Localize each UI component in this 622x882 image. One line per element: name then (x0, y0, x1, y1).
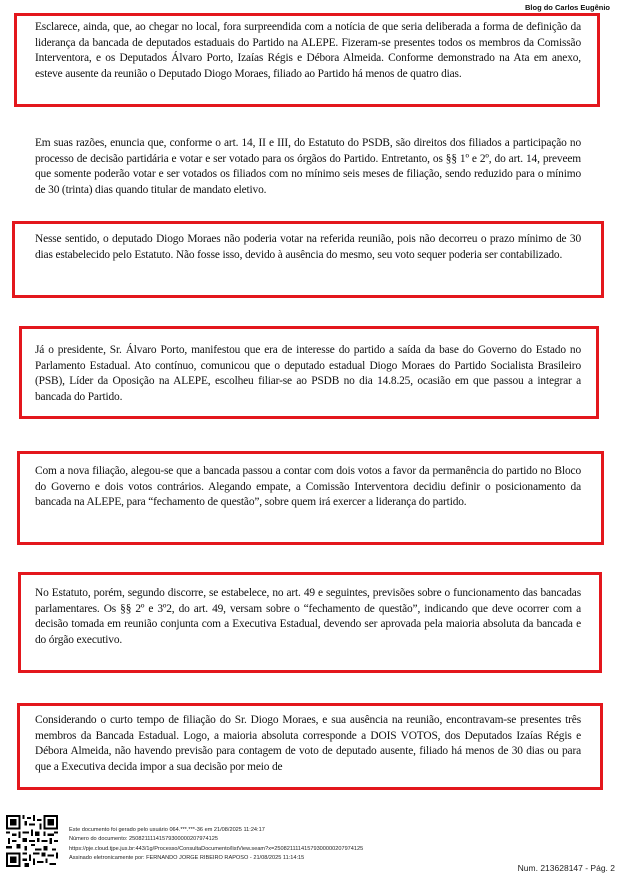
paragraph-2: Em suas razões, enuncia que, conforme o art. 14, II e III, do Estatuto do PSDB, são direitos dos filiados a participação no processo de decisão partidária e votar e ser votado para os órgãos do Partido. Entretanto, os §§ 1º e 2º, do art. 14, preveem que somente poderão votar e ser votados os filiados com no mínimo seis meses de filiação, sendo reduzido para o mínimo de 30 (trinta) dias quando titular de mandato eletivo. (35, 137, 581, 196)
footer-generated-by: Este documento foi gerado pelo usuário 064.***.***-36 em 21/08/2025 11:24:17 (69, 827, 265, 833)
footer-document-number: Número do documento: 25082111141579300000207974125 (69, 836, 218, 843)
paragraph-3: Nesse sentido, o deputado Diogo Moraes não poderia votar na referida reunião, pois não decorreu o prazo mínimo de 30 dias estabelecido pelo Estatuto. Não fosse isso, devido à ausência do mesmo, seu voto sequer poderia ser contabilizado. (35, 233, 581, 261)
footer-metadata (69, 826, 363, 864)
page-number: Num. 213628147 - Pág. 2 (517, 863, 615, 873)
qr-code-icon (6, 815, 58, 867)
footer-signature: Assinado eletronicamente por: FERNANDO JORGE RIBEIRO RAPOSO - 21/08/2025 11:14:15 (69, 855, 305, 862)
paragraph-5: Com a nova filiação, alegou-se que a bancada passou a contar com dois votos a favor da permanência do partido no Bloco do Governo e dois votos contrários. Alegando empate, a Comissão Interventora decidiu definir o posicionamento da bancada na ALEPE, para “fechamento de questão”, sobre quem irá exercer a liderança do partido. (35, 465, 581, 509)
paragraph-1: Esclarece, ainda, que, ao chegar no local, fora surpreendida com a notícia de que seria deliberada a forma de definição da liderança da bancada de deputados estaduais do Partido na ALEPE. Fizeram-se presentes todos os membros da Comissão Interventora, e os Deputados Álvaro Porto, Izaías Régis e Débora Almeida. Conforme demonstrado na Ata em anexo, esteve ausente da reunião o Deputado Diogo Moraes, filiado ao Partido há menos de quatro dias. (35, 21, 581, 80)
paragraph-7: Considerando o curto tempo de filiação do Sr. Diogo Moraes, e sua ausência na reunião, encontravam-se presentes três membros da Bancada Estadual. Logo, a maioria absoluta corresponde a DOIS VOTOS, dos Deputados Izaías Régis e Débora Almeida, não havendo previsão para contagem de voto de deputado ausente, filiado há menos de 30 dias ou para que a Executiva decida impor a sua decisão por meio de (35, 714, 581, 773)
paragraph-6: No Estatuto, porém, segundo discorre, se estabelece, no art. 49 e seguintes, previsões sobre o funcionamento das bancadas parlamentares. Os §§ 2º e 3º2, do art. 49, versam sobre o “fechamento de questão”, indicando que deve ocorrer com a decisão tomada em reunião conjunta com a Executiva Estadual, devendo ser aprovada pela maioria absoluta da bancada e do órgão executivo. (35, 587, 581, 646)
paragraph-4: Já o presidente, Sr. Álvaro Porto, manifestou que era de interesse do partido a saída da base do Governo do Estado no Parlamento Estadual. Ato contínuo, comunicou que o deputado estadual Diogo Moraes do Partido Socialista Brasileiro (PSB), Líder da Oposição na ALEPE, escolheu filiar-se ao PSDB no dia 14.8.25, ocasião em que passou a integrar a bancada do Partido. (35, 344, 581, 403)
blog-tag: Blog do Carlos Eugênio (524, 3, 610, 12)
footer-document-url[interactable]: https://pje.cloud.tjpe.jus.br:443/1g/Processo/ConsultaDocumento/listView.seam?x=25082111141579300000207974125 (69, 845, 364, 852)
